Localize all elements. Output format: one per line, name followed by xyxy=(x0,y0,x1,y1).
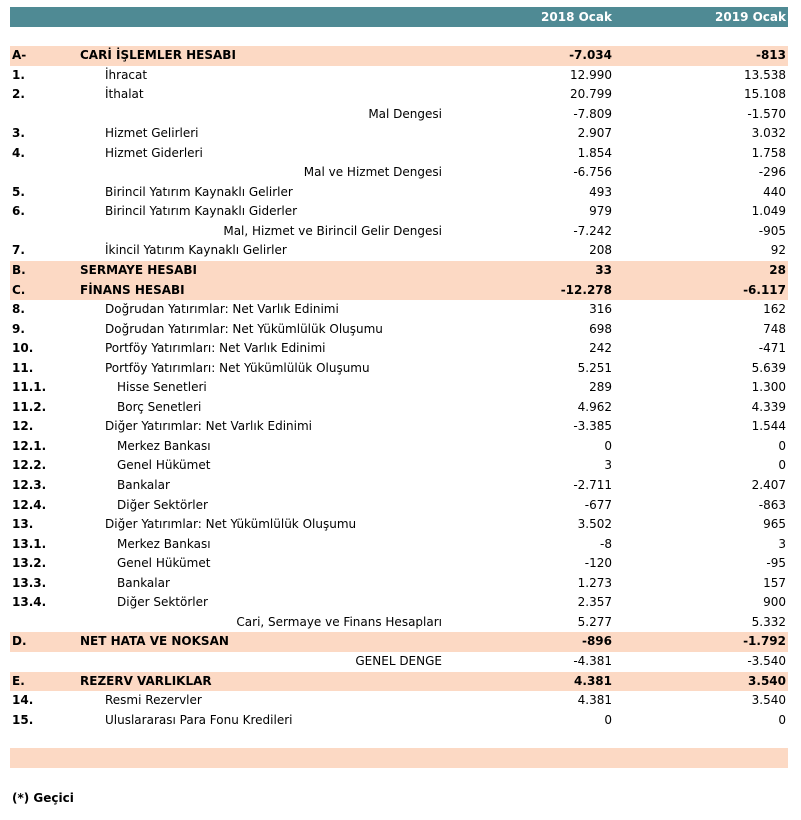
row-number: 12.4. xyxy=(12,497,47,512)
row-number: 2. xyxy=(12,87,25,102)
value-2019: 162 xyxy=(763,302,786,317)
table-row xyxy=(10,398,788,418)
table-row xyxy=(10,66,788,86)
table-footer-band xyxy=(10,748,788,768)
row-number: 1. xyxy=(12,67,25,82)
value-2018: 4.381 xyxy=(577,693,612,708)
table-row xyxy=(10,124,788,144)
row-label: FİNANS HESABI xyxy=(80,282,185,297)
row-number: 3. xyxy=(12,126,25,141)
value-2018: -7.242 xyxy=(573,223,612,238)
row-label: Doğrudan Yatırımlar: Net Varlık Edinimi xyxy=(105,302,339,317)
value-2019: 4.339 xyxy=(751,399,786,414)
balance-of-payments-table xyxy=(10,46,788,730)
table-row xyxy=(10,554,788,574)
row-label: CARİ İŞLEMLER HESABI xyxy=(80,48,236,62)
table-row xyxy=(10,359,788,379)
value-2019: -1.792 xyxy=(743,634,786,649)
value-2018: 4.381 xyxy=(574,673,612,688)
value-2019: 0 xyxy=(778,712,786,727)
row-label: İhracat xyxy=(105,67,148,82)
table-row xyxy=(10,417,788,437)
row-label: Genel Hükümet xyxy=(117,556,211,571)
value-2019: 3.540 xyxy=(748,673,786,688)
subtotal-label: GENEL DENGE xyxy=(355,653,442,668)
value-2018: 242 xyxy=(589,341,612,356)
row-number: B. xyxy=(12,263,26,278)
row-label: Resmi Rezervler xyxy=(105,693,202,708)
subtotal-label: Mal Dengesi xyxy=(368,106,442,121)
value-2018: 2.907 xyxy=(577,126,612,141)
value-2018: 3.502 xyxy=(577,517,612,532)
row-label: REZERV VARLIKLAR xyxy=(80,673,212,688)
column-header-2018: 2018 Ocak xyxy=(541,10,612,24)
value-2019: -471 xyxy=(758,341,786,356)
value-2019: -296 xyxy=(758,165,786,180)
row-number: 5. xyxy=(12,184,25,199)
table-row xyxy=(10,105,788,125)
row-label: İthalat xyxy=(105,87,144,102)
row-number: 7. xyxy=(12,243,25,258)
row-label: Merkez Bankası xyxy=(117,438,211,453)
table-row xyxy=(10,652,788,672)
value-2018: 979 xyxy=(589,204,612,219)
table-row xyxy=(10,85,788,105)
table-row xyxy=(10,574,788,594)
row-label: SERMAYE HESABI xyxy=(80,263,198,278)
row-label: Portföy Yatırımları: Net Varlık Edinimi xyxy=(105,341,326,356)
value-2018: -896 xyxy=(581,634,612,649)
value-2018: -3.385 xyxy=(573,419,612,434)
row-label: Uluslararası Para Fonu Kredileri xyxy=(105,712,293,727)
value-2019: 1.300 xyxy=(751,380,786,395)
table-header xyxy=(10,7,788,27)
table-row xyxy=(10,339,788,359)
row-number: A- xyxy=(12,48,27,62)
row-label: Diğer Sektörler xyxy=(117,595,208,610)
value-2019: 92 xyxy=(770,243,786,258)
row-number: 12.3. xyxy=(12,478,47,493)
value-2018: 1.854 xyxy=(577,145,612,160)
value-2018: 0 xyxy=(604,712,612,727)
value-2018: -120 xyxy=(584,556,612,571)
row-number: E. xyxy=(12,673,25,688)
value-2018: 2.357 xyxy=(577,595,612,610)
value-2019: 440 xyxy=(763,184,786,199)
row-number: 12.2. xyxy=(12,458,47,473)
value-2019: -95 xyxy=(766,556,786,571)
table-row xyxy=(10,535,788,555)
row-number: 9. xyxy=(12,321,25,336)
value-2018: 20.799 xyxy=(570,87,612,102)
value-2019: 28 xyxy=(769,263,786,278)
row-label: Diğer Yatırımlar: Net Varlık Edinimi xyxy=(105,419,312,434)
section-row xyxy=(10,46,788,66)
section-row xyxy=(10,672,788,692)
table-row xyxy=(10,241,788,261)
value-2019: 1.758 xyxy=(751,145,786,160)
value-2019: 748 xyxy=(763,321,786,336)
value-2019: 1.544 xyxy=(751,419,786,434)
value-2019: 965 xyxy=(763,517,786,532)
row-number: 13. xyxy=(12,517,34,532)
value-2019: 1.049 xyxy=(751,204,786,219)
value-2018: -8 xyxy=(600,536,612,551)
value-2019: 3.032 xyxy=(751,126,786,141)
value-2019: 5.332 xyxy=(751,614,786,629)
row-label: Genel Hükümet xyxy=(117,458,211,473)
value-2018: 698 xyxy=(589,321,612,336)
value-2018: 316 xyxy=(589,302,612,317)
value-2018: 5.277 xyxy=(577,614,612,629)
table-row xyxy=(10,496,788,516)
row-label: Diğer Sektörler xyxy=(117,497,208,512)
value-2018: 493 xyxy=(589,184,612,199)
section-row xyxy=(10,281,788,301)
row-number: 11.1. xyxy=(12,380,47,395)
row-label: Bankalar xyxy=(117,478,170,493)
row-number: 12.1. xyxy=(12,438,47,453)
value-2018: 1.273 xyxy=(577,575,612,590)
value-2019: 900 xyxy=(763,595,786,610)
row-number: 4. xyxy=(12,145,25,160)
table-row xyxy=(10,183,788,203)
column-header-2019: 2019 Ocak xyxy=(715,10,786,24)
footnote: (*) Geçici xyxy=(12,791,74,805)
row-label: Bankalar xyxy=(117,575,170,590)
value-2019: -1.570 xyxy=(747,106,786,121)
row-number: D. xyxy=(12,634,27,649)
value-2018: -7.809 xyxy=(573,106,612,121)
row-label: Birincil Yatırım Kaynaklı Gelirler xyxy=(105,184,293,199)
value-2019: -863 xyxy=(758,497,786,512)
table-row xyxy=(10,613,788,633)
row-label: Portföy Yatırımları: Net Yükümlülük Oluşumu xyxy=(105,360,370,375)
value-2019: 0 xyxy=(778,438,786,453)
value-2019: -3.540 xyxy=(747,653,786,668)
row-number: 11. xyxy=(12,360,34,375)
value-2018: -4.381 xyxy=(573,653,612,668)
value-2018: -677 xyxy=(584,497,612,512)
row-number: 12. xyxy=(12,419,34,434)
value-2018: 289 xyxy=(589,380,612,395)
row-number: 14. xyxy=(12,693,34,708)
table-row xyxy=(10,320,788,340)
row-number: 13.3. xyxy=(12,575,47,590)
subtotal-label: Cari, Sermaye ve Finans Hesapları xyxy=(236,614,442,629)
row-label: Birincil Yatırım Kaynaklı Giderler xyxy=(105,204,298,219)
section-row xyxy=(10,632,788,652)
table-row xyxy=(10,593,788,613)
row-label: Hizmet Giderleri xyxy=(105,145,203,160)
subtotal-label: Mal ve Hizmet Dengesi xyxy=(303,165,442,180)
value-2019: 3.540 xyxy=(751,693,786,708)
table-row xyxy=(10,378,788,398)
table-row xyxy=(10,202,788,222)
table-row xyxy=(10,456,788,476)
row-number: 11.2. xyxy=(12,399,47,414)
row-label: NET HATA VE NOKSAN xyxy=(80,634,229,649)
table-row xyxy=(10,515,788,535)
table-row xyxy=(10,222,788,242)
row-label: Borç Senetleri xyxy=(117,399,202,414)
value-2018: 12.990 xyxy=(570,67,612,82)
row-label: Hisse Senetleri xyxy=(117,380,207,395)
row-label: Doğrudan Yatırımlar: Net Yükümlülük Oluşumu xyxy=(105,321,383,336)
value-2019: 2.407 xyxy=(751,478,786,493)
value-2019: 15.108 xyxy=(744,87,786,102)
row-number: 8. xyxy=(12,302,25,317)
value-2018: 208 xyxy=(589,243,612,258)
table-row xyxy=(10,691,788,711)
table-row xyxy=(10,300,788,320)
value-2019: 157 xyxy=(763,575,786,590)
value-2019: 13.538 xyxy=(744,67,786,82)
value-2018: 4.962 xyxy=(577,399,612,414)
value-2018: -12.278 xyxy=(560,282,612,297)
value-2019: 0 xyxy=(778,458,786,473)
value-2019: 3 xyxy=(778,536,786,551)
row-number: 15. xyxy=(12,712,34,727)
row-number: 13.4. xyxy=(12,595,47,610)
value-2018: -7.034 xyxy=(569,48,612,62)
row-label: Merkez Bankası xyxy=(117,536,211,551)
value-2019: 5.639 xyxy=(751,360,786,375)
table-row xyxy=(10,437,788,457)
row-number: 6. xyxy=(12,204,25,219)
table-row xyxy=(10,476,788,496)
value-2019: -905 xyxy=(758,223,786,238)
row-label: İkincil Yatırım Kaynaklı Gelirler xyxy=(105,243,287,258)
value-2019: -813 xyxy=(755,48,786,62)
table-row xyxy=(10,144,788,164)
table-row xyxy=(10,163,788,183)
value-2018: 33 xyxy=(595,263,612,278)
value-2018: 0 xyxy=(604,438,612,453)
value-2018: 3 xyxy=(604,458,612,473)
row-number: 10. xyxy=(12,341,34,356)
value-2018: -2.711 xyxy=(573,478,612,493)
value-2018: -6.756 xyxy=(573,165,612,180)
row-number: 13.1. xyxy=(12,536,47,551)
row-number: 13.2. xyxy=(12,556,47,571)
table-row xyxy=(10,711,788,731)
value-2019: -6.117 xyxy=(743,282,786,297)
row-number: C. xyxy=(12,282,26,297)
subtotal-label: Mal, Hizmet ve Birincil Gelir Dengesi xyxy=(223,223,442,238)
row-label: Hizmet Gelirleri xyxy=(105,126,199,141)
value-2018: 5.251 xyxy=(577,360,612,375)
row-label: Diğer Yatırımlar: Net Yükümlülük Oluşumu xyxy=(105,517,357,532)
section-row xyxy=(10,261,788,281)
